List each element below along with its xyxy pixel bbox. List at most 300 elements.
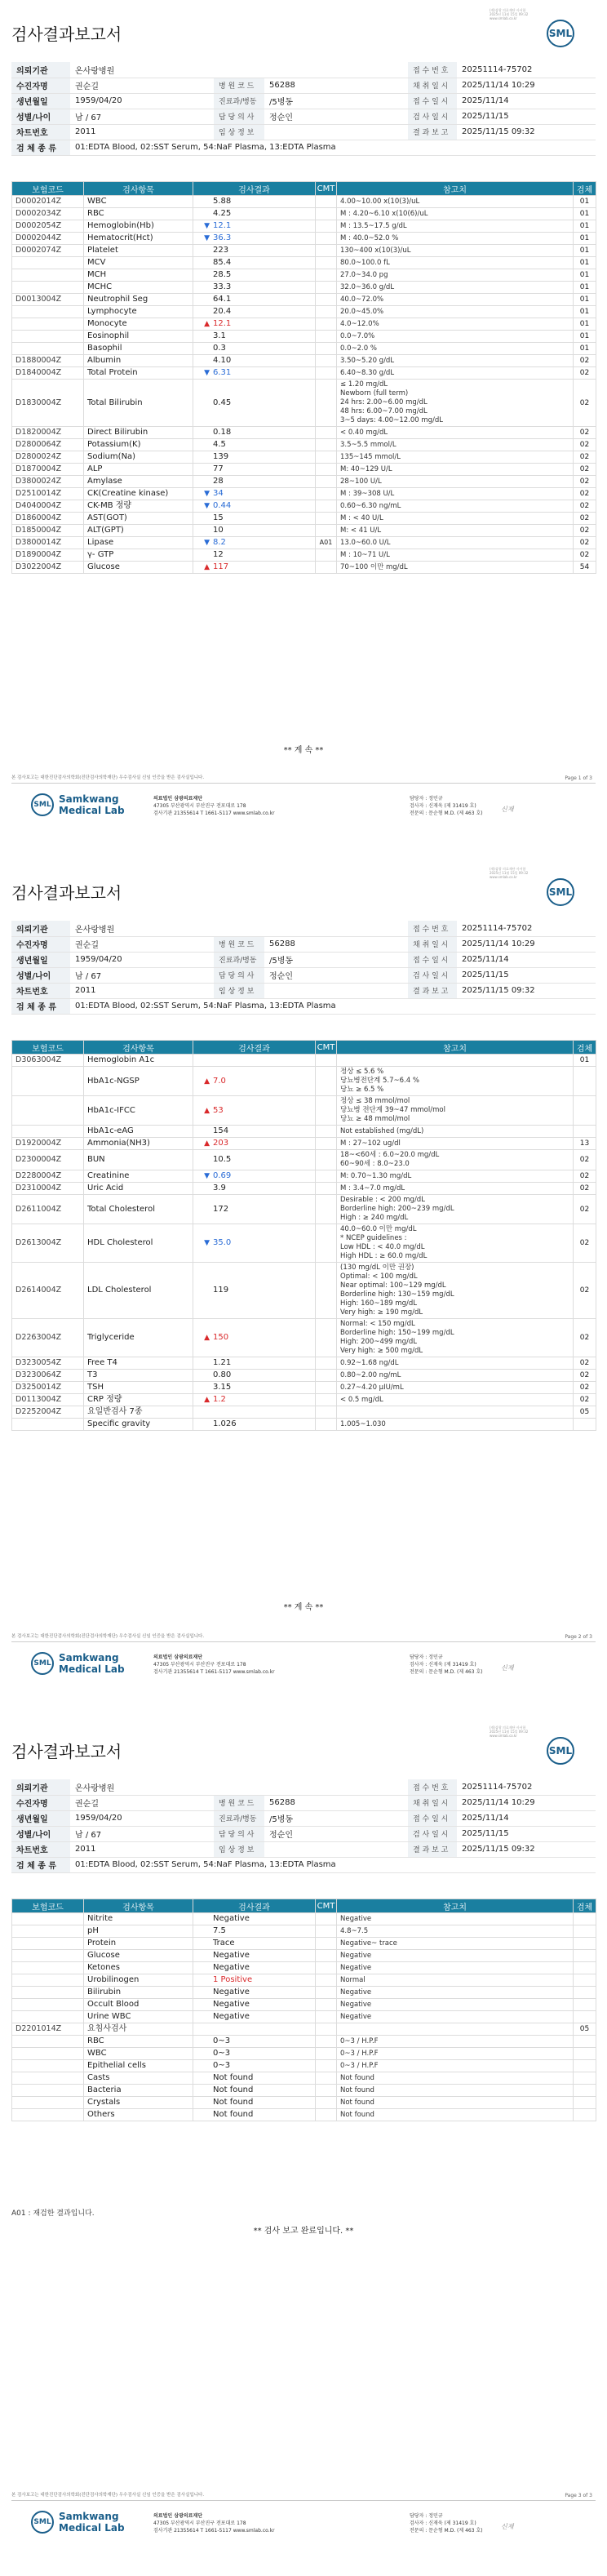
reference-range: 0.27~4.20 μIU/mL xyxy=(337,1382,574,1394)
result-value: 223 xyxy=(213,246,229,255)
signatories xyxy=(410,795,483,817)
comment-code xyxy=(316,525,337,537)
specimen-code xyxy=(574,1126,596,1138)
comment-code xyxy=(316,1406,337,1419)
label: 성별/나이 xyxy=(11,1826,70,1841)
reference-range: M: 40~129 U/L xyxy=(337,464,574,476)
specimen-code: 01 xyxy=(574,257,596,269)
insurance-code: D2613004Z xyxy=(12,1224,84,1263)
result-row xyxy=(12,1925,596,1938)
result-value: Negative xyxy=(213,1914,250,1923)
result-row xyxy=(12,331,596,343)
contact-line: 검사기관 21355614 T 1661-5117 www.smlab.co.kr xyxy=(153,2528,275,2534)
institution-value: 온사랑병원 xyxy=(70,921,408,936)
insurance-code xyxy=(12,1419,84,1431)
result-row xyxy=(12,269,596,282)
signatory: 검사자 : 신재욱 (제 31419 호) xyxy=(410,1662,476,1668)
label: 병 원 코 드 xyxy=(214,936,264,952)
comment-code xyxy=(316,1357,337,1370)
insurance-code: D2800064Z xyxy=(12,439,84,451)
result-value: 154 xyxy=(213,1126,229,1135)
specimen-code xyxy=(574,1938,596,1950)
result-row xyxy=(12,318,596,331)
test-result xyxy=(193,2085,316,2097)
insurance-code: D1840004Z xyxy=(12,367,84,380)
birthdate-value: 1959/04/20 xyxy=(70,1810,214,1826)
test-name: ALT(GPT) xyxy=(84,525,193,537)
test-result xyxy=(193,245,316,257)
insurance-code: D0002014Z xyxy=(12,196,84,208)
label: 검 사 일 시 xyxy=(408,109,457,124)
label: 결 과 보 고 xyxy=(408,983,457,998)
specimen-code: 02 xyxy=(574,537,596,549)
accreditation-note: 본 검사보고는 대한진단검사의학회(진단검사의학재단) 우수검사실 신임 인증을 받은 검사실입니다. xyxy=(11,774,596,784)
meta-line: 2025년 11월 15일 09:32 xyxy=(490,1730,529,1734)
specimen-code: 01 xyxy=(574,343,596,355)
test-name: 요일반검사 7종 xyxy=(84,1406,193,1419)
test-result xyxy=(193,208,316,220)
test-result xyxy=(193,1962,316,1974)
company-address xyxy=(153,795,275,817)
result-value: 0~3 xyxy=(213,2049,231,2058)
reference-range: M : 13.5~17.5 g/dL xyxy=(337,220,574,233)
insurance-code: D0002044Z xyxy=(12,233,84,245)
result-value: 15 xyxy=(213,513,224,522)
test-result xyxy=(193,1195,316,1224)
specimen-code: 02 xyxy=(574,488,596,500)
comment-code xyxy=(316,476,337,488)
reference-range: 0.92~1.68 ng/dL xyxy=(337,1357,574,1370)
label: 진료과/병동 xyxy=(214,93,264,109)
test-name: HbA1c-IFCC xyxy=(84,1096,193,1126)
insurance-code xyxy=(12,1067,84,1096)
continue-marker: ** 계 속 ** xyxy=(283,746,324,755)
test-name: LDL Cholesterol xyxy=(84,1263,193,1319)
specimen-code: 01 xyxy=(574,331,596,343)
test-name: Urine WBC xyxy=(84,2011,193,2023)
test-result xyxy=(193,451,316,464)
company-name-line: Samkwang xyxy=(59,1652,119,1663)
result-value: 0~3 xyxy=(213,2061,231,2070)
result-row xyxy=(12,513,596,525)
reference-range: 18~<60세 : 6.0~20.0 mg/dL 60~90세 : 8.0~23.0 xyxy=(337,1150,574,1170)
specimen-code: 02 xyxy=(574,1183,596,1195)
meta-line: (재)삼광 의료재단 사서함 xyxy=(490,1725,526,1730)
ward-value: /5병동 xyxy=(264,1810,408,1826)
test-name: Bacteria xyxy=(84,2085,193,2097)
result-value: 117 xyxy=(213,562,229,571)
hospital-code-value: 56288 xyxy=(264,1795,408,1810)
test-name: Others xyxy=(84,2109,193,2121)
page-number: Page 2 of 3 xyxy=(565,1634,592,1640)
test-name: Eosinophil xyxy=(84,331,193,343)
specimen-code: 01 xyxy=(574,196,596,208)
label: 접 수 번 호 xyxy=(408,921,457,936)
high-flag-icon: ▲ xyxy=(204,320,210,328)
result-row xyxy=(12,525,596,537)
results-table xyxy=(11,1040,596,1431)
signatory: 검사자 : 신재욱 (제 31419 호) xyxy=(410,2520,476,2526)
insurance-code: D1880004Z xyxy=(12,355,84,367)
company-name-line: Medical Lab xyxy=(59,1663,125,1675)
retest-note: A01 : 재검한 결과입니다. xyxy=(11,2210,95,2218)
test-result xyxy=(193,1067,316,1096)
test-result xyxy=(193,2036,316,2048)
result-value: 12 xyxy=(213,550,224,559)
insurance-code: D4040004Z xyxy=(12,500,84,513)
reference-range: Not found xyxy=(337,2097,574,2109)
reference-range: 27.0~34.0 pg xyxy=(337,269,574,282)
company-address xyxy=(153,2512,275,2534)
test-result xyxy=(193,1987,316,1999)
insurance-code xyxy=(12,2109,84,2121)
test-name: Total Cholesterol xyxy=(84,1195,193,1224)
birthdate-value: 1959/04/20 xyxy=(70,952,214,967)
label: 접 수 일 시 xyxy=(408,1810,457,1826)
reference-range: 0~3 / H.P.F xyxy=(337,2036,574,2048)
column-header: CMT xyxy=(316,1899,337,1913)
reference-range: Not established (mg/dL) xyxy=(337,1126,574,1138)
reference-range: 4.00~10.00 x(10(3)/uL xyxy=(337,196,574,208)
comment-code xyxy=(316,500,337,513)
test-result xyxy=(193,427,316,439)
result-value: 28 xyxy=(213,477,224,486)
result-value: Negative xyxy=(213,2000,250,2009)
label: 생년월일 xyxy=(11,93,70,109)
reference-range: Not found xyxy=(337,2085,574,2097)
comment-code xyxy=(316,2036,337,2048)
result-value: Not found xyxy=(213,2110,254,2119)
column-header: 참고치 xyxy=(337,1899,574,1913)
specimen-code: 01 xyxy=(574,1055,596,1067)
test-result xyxy=(193,476,316,488)
test-name: HbA1c-NGSP xyxy=(84,1067,193,1096)
comment-code xyxy=(316,1195,337,1224)
accreditation-note: 본 검사보고는 대한진단검사의학회(진단검사의학재단) 우수검사실 신임 인증을 받은 검사실입니다. xyxy=(11,1632,596,1642)
label: 담 당 의 사 xyxy=(214,967,264,983)
patient-info-table xyxy=(11,1779,596,1873)
result-row xyxy=(12,306,596,318)
footer xyxy=(11,788,596,826)
comment-code xyxy=(316,220,337,233)
reference-range: Normal: < 150 mg/dL Borderline high: 150~199 mg/dL High: 200~499 mg/dL Very high: ≥ 500 mg/dL xyxy=(337,1319,574,1357)
comment-code xyxy=(316,318,337,331)
comment-code xyxy=(316,2072,337,2085)
test-name: γ- GTP xyxy=(84,549,193,562)
insurance-code: D3063004Z xyxy=(12,1055,84,1067)
reference-range: Negative xyxy=(337,2011,574,2023)
report-title: 검사결과보고서 xyxy=(11,24,122,44)
specimen-code: 02 xyxy=(574,549,596,562)
test-result xyxy=(193,2060,316,2072)
insurance-code: D3800024Z xyxy=(12,476,84,488)
reference-range: Negative xyxy=(337,1987,574,1999)
comment-code xyxy=(316,513,337,525)
result-value: 35.0 xyxy=(213,1238,232,1247)
physician-value: 정순인 xyxy=(264,1826,408,1841)
test-result xyxy=(193,380,316,427)
page-number: Page 3 of 3 xyxy=(565,2493,592,2498)
test-result xyxy=(193,2072,316,2085)
comment-code xyxy=(316,1138,337,1150)
report-title: 검사결과보고서 xyxy=(11,883,122,903)
test-name: Direct Bilirubin xyxy=(84,427,193,439)
reference-range: M : 39~308 U/L xyxy=(337,488,574,500)
comment-code xyxy=(316,208,337,220)
low-flag-icon: ▼ xyxy=(204,234,210,242)
result-row xyxy=(12,439,596,451)
comment-code xyxy=(316,451,337,464)
insurance-code: D2280004Z xyxy=(12,1170,84,1183)
physician-value: 정순인 xyxy=(264,967,408,983)
insurance-code xyxy=(12,2060,84,2072)
test-name: AST(GOT) xyxy=(84,513,193,525)
test-result xyxy=(193,220,316,233)
insurance-code xyxy=(12,1962,84,1974)
patient-name-value: 권순길 xyxy=(70,78,214,93)
result-row xyxy=(12,1962,596,1974)
high-flag-icon: ▲ xyxy=(204,1106,210,1115)
insurance-code: D2611004Z xyxy=(12,1195,84,1224)
report-page-1 xyxy=(0,0,607,859)
test-result xyxy=(193,331,316,343)
specimen-code xyxy=(574,1925,596,1938)
result-value: 34 xyxy=(213,489,224,498)
result-row xyxy=(12,355,596,367)
end-marker: ** 검사 보고 완료입니다. ** xyxy=(253,2227,354,2236)
receipt-date-value: 2025/11/14 xyxy=(457,1810,596,1826)
test-name: BUN xyxy=(84,1150,193,1170)
specimen-code: 05 xyxy=(574,1406,596,1419)
result-row xyxy=(12,380,596,427)
collection-date-value: 2025/11/14 10:29 xyxy=(457,78,596,93)
test-name: Total Protein xyxy=(84,367,193,380)
signature: 신재 xyxy=(501,806,514,813)
institution-value: 온사랑병원 xyxy=(70,1779,408,1795)
result-row xyxy=(12,282,596,294)
result-value: 172 xyxy=(213,1204,229,1214)
comment-code xyxy=(316,1938,337,1950)
specimen-code xyxy=(574,2085,596,2097)
report-page-3 xyxy=(0,1717,607,2576)
comment-code xyxy=(316,1055,337,1067)
reference-range: (130 mg/dL 이만 권장) Optimal: < 100 mg/dL Near optimal: 100~129 mg/dL Borderline high: 130~159 mg/dL High: 160~189 mg/dL Very high: ≥ 190 mg/dL xyxy=(337,1263,574,1319)
insurance-code: D0002034Z xyxy=(12,208,84,220)
insurance-code xyxy=(12,1913,84,1925)
specimen-code: 02 xyxy=(574,1150,596,1170)
reference-range: M : 4.20~6.10 x(10(6)/uL xyxy=(337,208,574,220)
column-header: 검체 xyxy=(574,182,596,196)
label: 차트번호 xyxy=(11,983,70,998)
test-name: Triglyceride xyxy=(84,1319,193,1357)
clinical-info-value xyxy=(264,983,408,998)
reference-range: 40.0~72.0% xyxy=(337,294,574,306)
insurance-code xyxy=(12,331,84,343)
result-row xyxy=(12,2011,596,2023)
column-header: 보험코드 xyxy=(12,1899,84,1913)
result-value: 0.18 xyxy=(213,428,232,437)
report-page-2 xyxy=(0,859,607,1717)
label: 병 원 코 드 xyxy=(214,78,264,93)
reference-range: 28~100 U/L xyxy=(337,476,574,488)
result-row xyxy=(12,220,596,233)
insurance-code: D3022004Z xyxy=(12,562,84,574)
meta-line: (재)삼광 의료재단 사서함 xyxy=(490,8,526,12)
insurance-code: D3230054Z xyxy=(12,1357,84,1370)
low-flag-icon: ▼ xyxy=(204,1172,210,1180)
result-row xyxy=(12,294,596,306)
test-name: Neutrophil Seg xyxy=(84,294,193,306)
high-flag-icon: ▲ xyxy=(204,563,210,571)
label: 채 취 일 시 xyxy=(408,78,457,93)
insurance-code: D1870004Z xyxy=(12,464,84,476)
test-result xyxy=(193,1170,316,1183)
chart-number-value: 2011 xyxy=(70,1841,214,1857)
specimen-code: 01 xyxy=(574,306,596,318)
result-value: 8.2 xyxy=(213,538,226,547)
result-value: 12.1 xyxy=(213,221,232,230)
result-row xyxy=(12,2085,596,2097)
test-name: Hematocrit(Hct) xyxy=(84,233,193,245)
result-value: Not found xyxy=(213,2098,254,2107)
specimen-code: 02 xyxy=(574,1382,596,1394)
label: 검 사 일 시 xyxy=(408,967,457,983)
test-result xyxy=(193,306,316,318)
result-row xyxy=(12,1096,596,1126)
result-value: 0~3 xyxy=(213,2036,231,2045)
test-name: Ammonia(NH3) xyxy=(84,1138,193,1150)
specimen-code: 54 xyxy=(574,562,596,574)
comment-code xyxy=(316,2085,337,2097)
contact-line: 검사기관 21355614 T 1661-5117 www.smlab.co.kr xyxy=(153,811,275,816)
reference-range: 4.0~12.0% xyxy=(337,318,574,331)
test-result xyxy=(193,1096,316,1126)
low-flag-icon: ▼ xyxy=(204,1239,210,1247)
comment-code xyxy=(316,2023,337,2036)
signatory: 전문의 : 문순형 M.D. (제 463 호) xyxy=(410,1669,483,1675)
results-table xyxy=(11,1899,596,2121)
high-flag-icon: ▲ xyxy=(204,1334,210,1342)
test-result xyxy=(193,1925,316,1938)
column-header: 보험코드 xyxy=(12,1041,84,1055)
result-row xyxy=(12,1913,596,1925)
specimen-code: 02 xyxy=(574,1263,596,1319)
result-value: 10 xyxy=(213,526,224,535)
test-name: pH xyxy=(84,1925,193,1938)
reference-range: 70~100 이만 mg/dL xyxy=(337,562,574,574)
result-value: Negative xyxy=(213,1963,250,1972)
test-name: Lymphocyte xyxy=(84,306,193,318)
insurance-code: D3800014Z xyxy=(12,537,84,549)
label: 결 과 보 고 xyxy=(408,1841,457,1857)
org-name: 의료법인 삼광의료재단 xyxy=(153,2513,203,2519)
specimen-code: 02 xyxy=(574,1394,596,1406)
result-value: 1 Positive xyxy=(213,1975,253,1984)
result-value: 33.3 xyxy=(213,282,232,291)
test-result xyxy=(193,318,316,331)
signatories xyxy=(410,1654,483,1676)
specimen-code: 02 xyxy=(574,380,596,427)
column-header: 검사항목 xyxy=(84,182,193,196)
column-header: 검사결과 xyxy=(193,1899,316,1913)
label: 접 수 일 시 xyxy=(408,93,457,109)
result-row xyxy=(12,1224,596,1263)
insurance-code: D1920004Z xyxy=(12,1138,84,1150)
test-name: Lipase xyxy=(84,537,193,549)
contact-line: 검사기관 21355614 T 1661-5117 www.smlab.co.kr xyxy=(153,1669,275,1675)
test-name: Creatinine xyxy=(84,1170,193,1183)
insurance-code: D1830004Z xyxy=(12,380,84,427)
reference-range: 3.5~5.5 mmol/L xyxy=(337,439,574,451)
result-row xyxy=(12,196,596,208)
collection-date-value: 2025/11/14 10:29 xyxy=(457,1795,596,1810)
result-row xyxy=(12,549,596,562)
reference-range: 13.0~60.0 U/L xyxy=(337,537,574,549)
result-value: 77 xyxy=(213,464,224,473)
column-header: 참고치 xyxy=(337,182,574,196)
test-name: 요침사검사 xyxy=(84,2023,193,2036)
company-name-line: Samkwang xyxy=(59,2511,119,2522)
result-row xyxy=(12,427,596,439)
signature: 신재 xyxy=(501,1664,514,1672)
reference-range: Normal xyxy=(337,1974,574,1987)
test-result xyxy=(193,1406,316,1419)
comment-code xyxy=(316,1370,337,1382)
specimen-code xyxy=(574,1913,596,1925)
result-value: Trace xyxy=(213,1939,235,1948)
ward-value: /5병동 xyxy=(264,952,408,967)
result-row xyxy=(12,1170,596,1183)
comment-code xyxy=(316,464,337,476)
reference-range: M : 3.4~7.0 mg/dL xyxy=(337,1183,574,1195)
test-name: Glucose xyxy=(84,1950,193,1962)
specimen-types-value: 01:EDTA Blood, 02:SST Serum, 54:NaF Plasma, 13:EDTA Plasma xyxy=(70,140,596,155)
test-name: Potassium(K) xyxy=(84,439,193,451)
result-row xyxy=(12,1126,596,1138)
low-flag-icon: ▼ xyxy=(204,369,210,377)
insurance-code: D0013004Z xyxy=(12,294,84,306)
sml-logo: SML xyxy=(31,793,54,816)
insurance-code xyxy=(12,269,84,282)
label: 성별/나이 xyxy=(11,967,70,983)
meta-line: 2025년 11월 15일 09:32 xyxy=(490,871,529,875)
test-result xyxy=(193,513,316,525)
comment-code xyxy=(316,2097,337,2109)
comment-code xyxy=(316,306,337,318)
label: 진료과/병동 xyxy=(214,952,264,967)
reference-range: 0.60~6.30 ng/mL xyxy=(337,500,574,513)
test-name: Amylase xyxy=(84,476,193,488)
test-name: CRP 정량 xyxy=(84,1394,193,1406)
accession-value: 20251114-75702 xyxy=(457,921,596,936)
result-row xyxy=(12,2036,596,2048)
test-result xyxy=(193,2011,316,2023)
result-row xyxy=(12,1974,596,1987)
insurance-code xyxy=(12,2072,84,2085)
test-name: MCH xyxy=(84,269,193,282)
label: 병 원 코 드 xyxy=(214,1795,264,1810)
reference-range: Not found xyxy=(337,2072,574,2085)
result-value: 1.2 xyxy=(213,1395,226,1404)
test-result xyxy=(193,367,316,380)
result-value: 0.69 xyxy=(213,1171,232,1180)
report-title: 검사결과보고서 xyxy=(11,1742,122,1761)
test-result xyxy=(193,2109,316,2121)
comment-code xyxy=(316,1913,337,1925)
test-result xyxy=(193,488,316,500)
column-header: 검사결과 xyxy=(193,182,316,196)
result-row xyxy=(12,233,596,245)
